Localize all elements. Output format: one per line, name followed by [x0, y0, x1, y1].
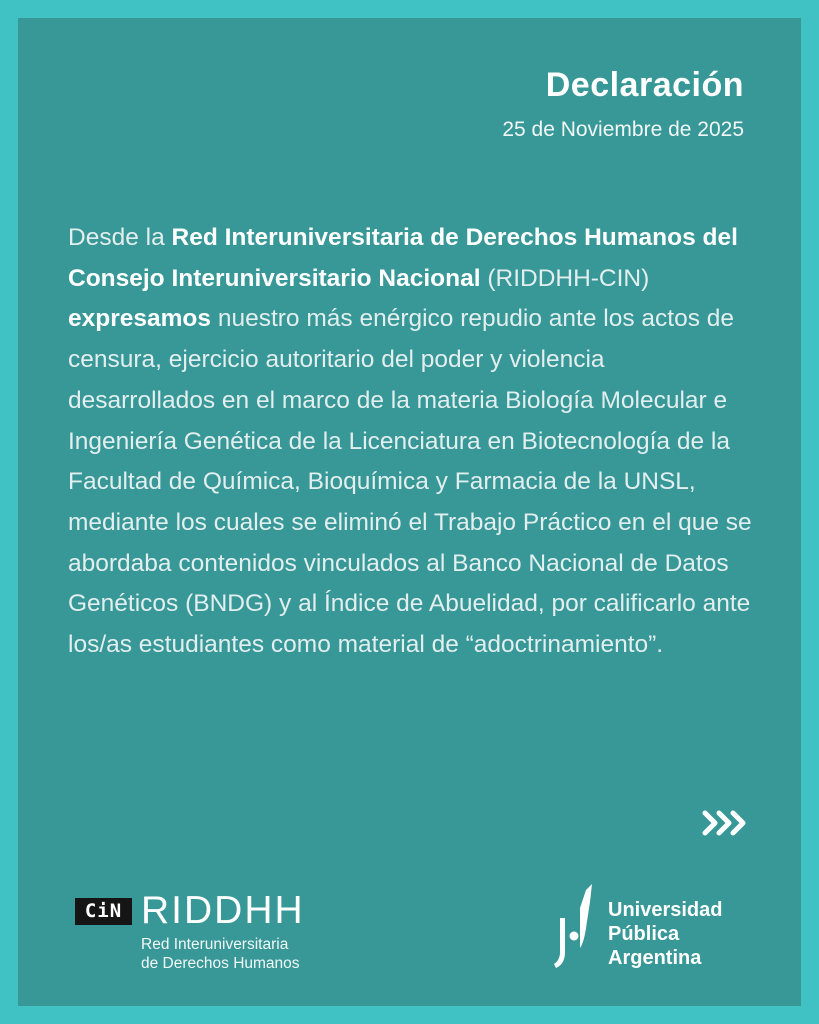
statement-text-1: Desde la: [68, 224, 172, 251]
upa-wordmark: [608, 898, 722, 970]
triple-chevron-right-icon[interactable]: [701, 808, 747, 838]
riddhh-logo: [75, 891, 315, 976]
cin-logo-mark: CiN: [75, 898, 132, 925]
statement-bold-verb: expresamos: [68, 305, 212, 333]
declaration-date: 25 de Noviembre de 2025: [502, 118, 744, 141]
statement-bold-org: Red Interuniversitaria de Derechos Humanos del Consejo Interuniversitario Nacional: [68, 224, 738, 292]
riddhh-name: RIDDHH: [141, 889, 305, 932]
statement-text-3: nuestro más enérgico repudio ante los actos de censura, ejercicio autoritario del poder y violencia desarrollados en el marco de la materia Biología Molecular e Ingeniería Genética de la Licenciatura en Biotecnología de la Facultad de Química, Bioquímica y Farmacia de la UNSL, mediante los cuales se eliminó el Trabajo Práctico en el que se abordaba contenidos vinculados al Banco Nacional de Datos Genéticos (BNDG) y al Índice de Abuelidad, por calificarlo ante los/as estudiantes como material de “adoctrinamiento”.: [68, 305, 752, 659]
upa-line-2: Pública: [608, 923, 680, 945]
upa-line-1: Universidad: [608, 899, 723, 921]
upa-line-3: Argentina: [608, 947, 702, 969]
riddhh-subtitle-line-2: de Derechos Humanos: [141, 955, 300, 972]
universidad-publica-argentina-logo: [550, 880, 760, 980]
riddhh-subtitle: [141, 935, 300, 973]
upa-mark-icon: [550, 880, 602, 975]
statement-body: [68, 218, 758, 666]
riddhh-subtitle-line-1: Red Interuniversitaria: [141, 936, 289, 953]
statement-text-2: (RIDDHH-CIN): [480, 264, 650, 292]
page-title: Declaración: [545, 66, 744, 104]
declaration-card: [18, 18, 801, 1006]
